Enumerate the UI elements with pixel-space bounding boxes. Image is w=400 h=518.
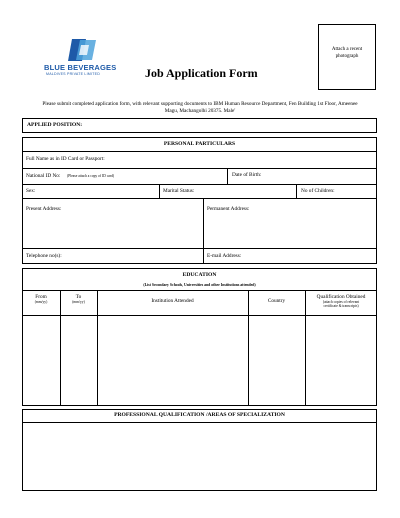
applied-position-label: APPLIED POSITION: — [27, 122, 83, 128]
marital-status-field[interactable] — [159, 184, 296, 198]
divider — [22, 290, 377, 291]
col-to-header — [60, 294, 97, 304]
telephone-field[interactable] — [22, 248, 203, 264]
col-qualification-header — [305, 294, 377, 308]
sex-field[interactable] — [22, 184, 159, 198]
instructions-line1: Please submit completed application form, with relevant supporting documents to IBM Human Resource Department, Fen Building 1st Floor, Ameenee — [42, 101, 358, 107]
children-label: No of Children: — [301, 188, 335, 194]
professional-heading: PROFESSIONAL QUALIFICATION /AREAS OF SPECIALIZATION — [114, 412, 285, 418]
national-id-note: (Please attach a copy of ID card) — [67, 174, 115, 178]
sex-label: Sex: — [26, 188, 36, 194]
logo-company: MALDIVES PRIVATE LIMITED — [46, 72, 100, 76]
dob-label: Date of Birth: — [232, 172, 262, 178]
national-id-label: National ID No: — [26, 173, 61, 179]
full-name-label: Full Name as in ID Card or Passport: — [26, 156, 105, 162]
applied-position-field[interactable] — [22, 118, 377, 133]
permanent-address-label: Permanent Address: — [207, 206, 250, 212]
telephone-label: Telephone no(s): — [26, 253, 62, 259]
col-qualification-sub1: (attach copies of relevant — [322, 300, 360, 304]
education-subheading: (List Secondary Schools, Universities and other Institutions attended) — [143, 283, 256, 287]
col-qualification-label: Qualification Obtained — [316, 294, 366, 300]
permanent-address-field[interactable] — [203, 198, 377, 248]
photo-box-line1: Attach a recent — [331, 47, 363, 52]
present-address-field[interactable] — [22, 198, 203, 248]
photo-box-line2: photograph — [335, 54, 359, 59]
dob-field[interactable] — [227, 168, 377, 184]
col-to-label: To — [75, 294, 82, 300]
logo-brand: BLUE BEVERAGES — [44, 63, 117, 72]
col-from-sub: (mm/yy) — [34, 300, 48, 304]
education-heading: EDUCATION — [182, 272, 217, 278]
instructions-line2: Magu, Machangolhi 20375. Male' — [164, 108, 236, 114]
full-name-field[interactable] — [22, 151, 377, 168]
instructions — [34, 101, 366, 115]
photo-box — [318, 24, 376, 90]
col-from-header — [22, 294, 60, 304]
personal-heading: PERSONAL PARTICULARS — [163, 141, 236, 147]
email-field[interactable] — [203, 248, 377, 264]
col-country-header: Country — [267, 298, 286, 304]
present-address-label: Present Address: — [26, 206, 62, 212]
col-institution-header: Institution Attended — [151, 298, 194, 304]
national-id-field[interactable] — [22, 168, 227, 184]
col-qualification-sub2: certificate & transcripts) — [323, 304, 359, 308]
marital-status-label: Marital Status: — [163, 188, 195, 194]
page-title: Job Application Form — [145, 66, 258, 80]
company-logo-icon — [68, 37, 98, 63]
children-field[interactable] — [296, 184, 377, 198]
email-label: E-mail Address: — [207, 253, 242, 259]
education-entries-area[interactable] — [23, 316, 376, 405]
col-to-sub: (mm/yy) — [72, 300, 85, 304]
col-from-label: From — [35, 294, 47, 300]
professional-entry-area[interactable] — [23, 423, 376, 490]
